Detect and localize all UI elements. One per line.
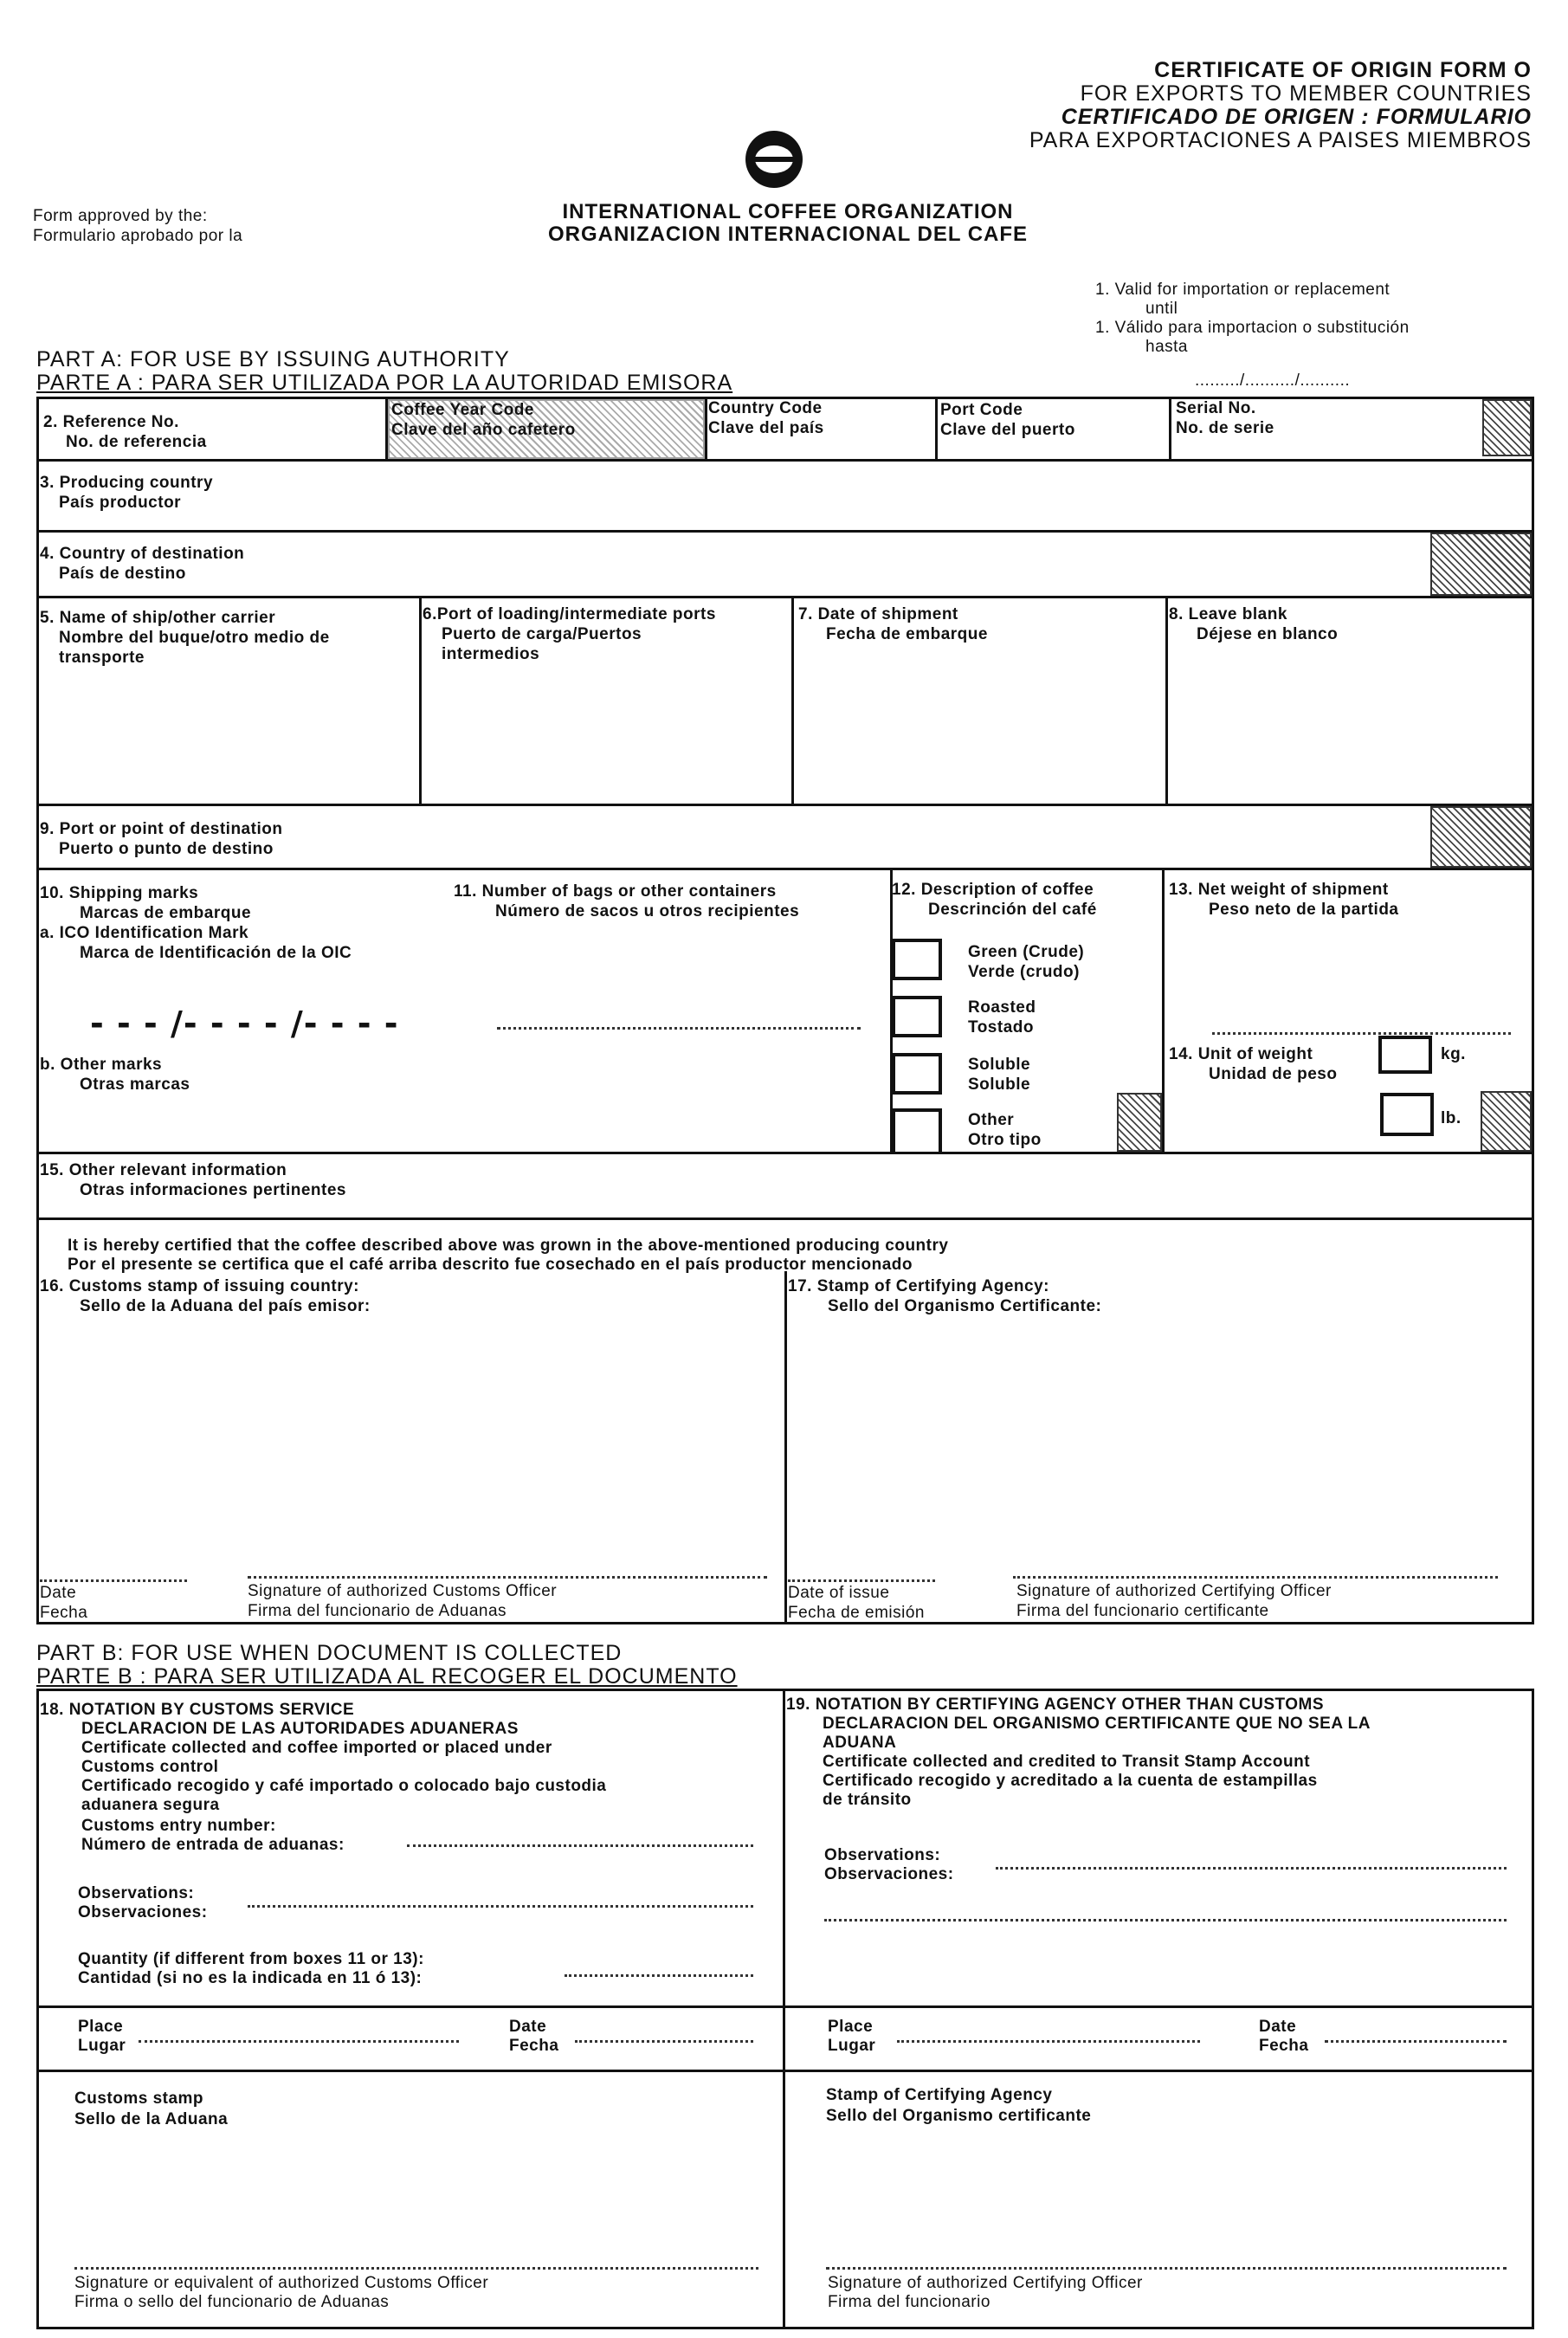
f3-label: País productor [59, 494, 182, 512]
date-17-label [788, 1583, 925, 1623]
f18-label: Certificado recogido y café importado o colocado bajo custodia [81, 1777, 607, 1795]
f4-label: País de destino [59, 565, 186, 583]
roasted-label: Roasted [968, 998, 1036, 1017]
net-weight-input-line[interactable] [1212, 1032, 1511, 1035]
coffee-year-label: Clave del año cafetero [391, 421, 576, 439]
serial-label: No. de serie [1176, 419, 1274, 437]
f18-label: Certificate collected and coffee imported or placed under [81, 1739, 552, 1757]
customs-stamp-label: Sello de la Aduana [74, 2110, 229, 2128]
date-18-label [509, 2018, 558, 2056]
f19-label: Certificate collected and credited to Transit Stamp Account [823, 1753, 1311, 1771]
customs-stamp-area[interactable] [74, 2089, 228, 2130]
sig-19-line[interactable] [826, 2267, 1507, 2270]
date-label: Fecha [509, 2037, 559, 2055]
other-label: Other [968, 1111, 1015, 1129]
agency-stamp-label: Sello del Organismo certificante [826, 2107, 1092, 2125]
obs18-label: Observations: [78, 1884, 195, 1902]
f4-label: 4. Country of destination [40, 545, 245, 563]
approved-by [33, 206, 242, 246]
form-title-line: PARA EXPORTACIONES A PAISES MIEMBROS [1029, 128, 1532, 152]
field-10-shipping-marks [40, 883, 251, 923]
date-16-label [40, 1583, 87, 1623]
f19-label: ADUANA [823, 1734, 897, 1752]
organization-line: INTERNATIONAL COFFEE ORGANIZATION [562, 200, 1014, 223]
sig16-label: Signature of authorized Customs Officer [248, 1582, 558, 1600]
checkbox-kg[interactable] [1378, 1036, 1432, 1074]
f17-label: Sello del Organismo Certificante: [828, 1297, 1102, 1315]
f19-label: DECLARACION DEL ORGANISMO CERTIFICANTE QUE NO SEA LA [823, 1715, 1371, 1733]
other-label: Otro tipo [968, 1131, 1042, 1149]
f15-label: Otras informaciones pertinentes [80, 1181, 346, 1199]
place-19-label [828, 2018, 875, 2056]
destination-shaded-box [1430, 533, 1532, 596]
sig-16-label [248, 1581, 557, 1621]
form-title-line: FOR EXPORTS TO MEMBER COUNTRIES [1080, 81, 1532, 106]
checkbox-other[interactable] [892, 1108, 942, 1152]
f14-label: Unidad de peso [1209, 1065, 1338, 1083]
f19-label: 19. NOTATION BY CERTIFYING AGENCY OTHER THAN CUSTOMS [786, 1695, 1325, 1714]
field-6-port-loading[interactable] [423, 604, 790, 664]
observations-19-input-2[interactable] [824, 1919, 1507, 1921]
qty-label: Quantity (if different from boxes 11 or 13): [78, 1950, 424, 1968]
f10b-label: b. Other marks [40, 1056, 163, 1074]
f12-label: 12. Description of coffee [892, 881, 1094, 899]
field-18-customs-notation [40, 1701, 776, 1815]
sig17-label: Firma del funcionario certificante [1016, 1602, 1269, 1620]
sig-19-label [828, 2274, 1143, 2312]
field-port-code[interactable] [940, 400, 1075, 440]
sig17-label: Signature of authorized Certifying Officer [1016, 1582, 1332, 1600]
f18-label: 18. NOTATION BY CUSTOMS SERVICE [40, 1701, 355, 1719]
sig19-label: Signature of authorized Certifying Officer [828, 2274, 1143, 2292]
customs-stamp-label: Customs stamp [74, 2089, 204, 2108]
coffee-year-label: Coffee Year Code [391, 401, 534, 419]
place-label: Lugar [828, 2037, 876, 2055]
green-label: Green (Crude) [968, 943, 1085, 961]
field-15-other-info[interactable] [40, 1160, 346, 1200]
f10a-label: a. ICO Identification Mark [40, 924, 249, 942]
field-17-agency-stamp[interactable] [788, 1276, 1101, 1316]
checkbox-soluble[interactable] [892, 1053, 942, 1095]
agency-stamp-area[interactable] [826, 2085, 1091, 2127]
date16-label: Fecha [40, 1604, 88, 1622]
roasted-label: Tostado [968, 1018, 1034, 1037]
f7-label: Fecha de embarque [826, 625, 988, 643]
date-19-label [1259, 2018, 1308, 2056]
checkbox-green[interactable] [892, 939, 942, 980]
form-title-line: CERTIFICADO DE ORIGEN : FORMULARIO [1061, 105, 1532, 129]
validity-line: until [1145, 300, 1178, 318]
f5-label: Nombre del buque/otro medio de [59, 629, 330, 647]
place-label: Place [828, 2018, 874, 2036]
field-country-code[interactable] [708, 398, 824, 438]
part-a-title-line: PART A: FOR USE BY ISSUING AUTHORITY [36, 347, 510, 371]
f9-label: 9. Port or point of destination [40, 820, 283, 838]
date17-label: Fecha de emisión [788, 1604, 925, 1622]
field-10b-other-marks[interactable] [40, 1055, 190, 1095]
date-17-line[interactable] [788, 1579, 935, 1582]
f6-label: Puerto de carga/Puertos [442, 625, 642, 643]
part-b-title-line: PART B: FOR USE WHEN DOCUMENT IS COLLECTED [36, 1641, 623, 1665]
field-16-customs-stamp[interactable] [40, 1276, 371, 1316]
sig18-label: Firma o sello del funcionario de Aduanas [74, 2293, 390, 2311]
sig19-label: Firma del funcionario [828, 2293, 990, 2311]
observations-18-label [78, 1884, 208, 1922]
f2-label: No. de referencia [66, 433, 207, 451]
f17-label: 17. Stamp of Certifying Agency: [788, 1277, 1049, 1295]
obs18-label: Observaciones: [78, 1903, 208, 1921]
field-1-validity [1095, 281, 1563, 357]
f18-label: aduanera segura [81, 1796, 220, 1814]
field-10a-ico-mark[interactable] [40, 923, 352, 963]
serial-label: Serial No. [1176, 399, 1256, 417]
place-18-input[interactable] [139, 2040, 459, 2043]
date-19-input[interactable] [1325, 2040, 1507, 2043]
quantity-input[interactable] [565, 1974, 753, 1977]
field-9-port-destination[interactable] [40, 819, 282, 859]
green-label: Verde (crudo) [968, 963, 1080, 981]
port-destination-shaded-box [1430, 806, 1532, 868]
form-title [839, 59, 1532, 152]
validity-line: 1. Valid for importation or replacement [1095, 281, 1391, 299]
coffee-year-code [391, 400, 576, 440]
f14-label: 14. Unit of weight [1169, 1045, 1313, 1063]
sig18-label: Signature or equivalent of authorized Customs Officer [74, 2274, 489, 2292]
f10-label: 10. Shipping marks [40, 884, 199, 902]
label-roasted [968, 998, 1036, 1037]
date-label: Date [509, 2018, 547, 2036]
sig-17-label [1016, 1581, 1332, 1621]
f12-label: Descrinción del café [928, 901, 1097, 919]
f18-label: DECLARACION DE LAS AUTORIDADES ADUANERAS [81, 1720, 519, 1738]
field-4-destination[interactable] [40, 544, 244, 584]
entry-label: Customs entry number: [81, 1817, 276, 1835]
part-a-title [36, 348, 732, 395]
organization-line: ORGANIZACION INTERNACIONAL DEL CAFE [547, 223, 1029, 246]
f16-label: 16. Customs stamp of issuing country: [40, 1277, 359, 1295]
f13-label: Peso neto de la partida [1209, 901, 1399, 919]
lb-shaded-box [1481, 1091, 1532, 1152]
label-other [968, 1110, 1042, 1150]
label-lb: lb. [1441, 1109, 1462, 1127]
part-a-title-line: PARTE A : PARA SER UTILIZADA POR LA AUTORIDAD EMISORA [36, 371, 733, 395]
certify-line: It is hereby certified that the coffee described above was grown in the above-mentioned producing country [68, 1237, 949, 1255]
f13-label: 13. Net weight of shipment [1169, 881, 1389, 899]
f19-label: de tránsito [823, 1791, 912, 1809]
port-code-label: Clave del puerto [940, 421, 1075, 439]
place-label: Lugar [78, 2037, 126, 2055]
soluble-label: Soluble [968, 1056, 1031, 1074]
part-b-title [36, 1642, 738, 1689]
f5-label: 5. Name of ship/other carrier [40, 609, 276, 627]
f16-label: Sello de la Aduana del país emisor: [80, 1297, 371, 1315]
field-serial-no[interactable] [1176, 398, 1274, 438]
agency-stamp-label: Stamp of Certifying Agency [826, 2086, 1053, 2104]
sig-18-label [74, 2274, 488, 2312]
f9-label: Puerto o punto de destino [59, 840, 274, 858]
field-12-description [892, 880, 1097, 920]
label-kg: kg. [1441, 1045, 1466, 1063]
f6-label: 6.Port of loading/intermediate ports [423, 605, 716, 623]
certify-line: Por el presente se certifica que el café arriba descrito fue cosechado en el país productor mencionado [68, 1256, 913, 1274]
place-19-input[interactable] [897, 2040, 1200, 2043]
f10a-label: Marca de Identificación de la OIC [80, 944, 352, 962]
f2-label: 2. Reference No. [43, 413, 179, 431]
approved-by-line: Formulario aprobado por la [33, 227, 243, 245]
validity-date-field[interactable]: ........./........../.......... [1195, 371, 1351, 390]
label-soluble [968, 1055, 1030, 1095]
observations-19-label [824, 1846, 954, 1884]
place-18-label [78, 2018, 126, 2056]
f15-label: 15. Other relevant information [40, 1161, 287, 1179]
date17-label: Date of issue [788, 1584, 890, 1602]
obs19-label: Observations: [824, 1846, 941, 1864]
f6-label: intermedios [442, 645, 540, 663]
f18-label: Customs control [81, 1758, 219, 1776]
field-7-date-shipment[interactable] [798, 604, 988, 644]
qty-label: Cantidad (si no es la indicada en 11 ó 13): [78, 1969, 423, 1987]
validity-line: 1. Válido para importacion o substitución [1095, 319, 1410, 337]
f8-label: 8. Leave blank [1169, 605, 1287, 623]
quantity-label [78, 1950, 424, 1988]
f11-label: Número de sacos u otros recipientes [495, 902, 800, 920]
field-8-leave-blank [1169, 604, 1338, 644]
field-11-number-bags [454, 882, 799, 921]
f5-label: transporte [59, 649, 145, 667]
part-b-title-line: PARTE B : PARA SER UTILIZADA AL RECOGER EL DOCUMENTO [36, 1664, 738, 1689]
certification-statement [68, 1237, 1487, 1275]
f7-label: 7. Date of shipment [798, 605, 958, 623]
date16-label: Date [40, 1584, 77, 1602]
f10b-label: Otras marcas [80, 1075, 190, 1094]
ico-logo [743, 128, 805, 191]
f8-label: Déjese en blanco [1197, 625, 1339, 643]
date-label: Fecha [1259, 2037, 1309, 2055]
place-label: Place [78, 2018, 124, 2036]
validity-line: hasta [1145, 338, 1188, 356]
ico-mark-blanks[interactable]: - - - /- - - - /- - - - [90, 1004, 399, 1043]
form-title-line: CERTIFICATE OF ORIGIN FORM O [1154, 58, 1532, 82]
serial-shaded-box [1482, 399, 1532, 456]
port-code-label: Port Code [940, 401, 1023, 419]
observations-19-input[interactable] [996, 1867, 1507, 1870]
approved-by-line: Form approved by the: [33, 207, 208, 225]
field-2-reference[interactable] [43, 412, 207, 452]
observations-18-input[interactable] [248, 1905, 753, 1908]
country-code-label: Clave del país [708, 419, 824, 437]
sig-17-line[interactable] [1013, 1576, 1498, 1579]
customs-entry-input[interactable] [407, 1844, 753, 1847]
f11-label: 11. Number of bags or other containers [454, 882, 777, 901]
date-18-input[interactable] [575, 2040, 753, 2043]
bags-input-line[interactable] [497, 1027, 861, 1030]
field-19-agency-notation [786, 1695, 1531, 1810]
soluble-label: Soluble [968, 1075, 1031, 1094]
sig-18-line[interactable] [74, 2267, 758, 2270]
organization-name [485, 201, 1091, 246]
customs-entry-label [81, 1817, 345, 1855]
field-5-carrier[interactable] [40, 608, 412, 668]
sig-16-line[interactable] [248, 1576, 767, 1579]
obs19-label: Observaciones: [824, 1865, 954, 1883]
f10-label: Marcas de embarque [80, 904, 252, 922]
date-16-line[interactable] [40, 1579, 187, 1582]
sig16-label: Firma del funcionario de Aduanas [248, 1602, 507, 1620]
label-green [968, 942, 1084, 982]
field-13-net-weight [1169, 880, 1399, 920]
field-3-producing-country[interactable] [40, 473, 213, 513]
entry-label: Número de entrada de aduanas: [81, 1836, 345, 1854]
field-14-unit-weight [1169, 1044, 1337, 1084]
date-label: Date [1259, 2018, 1297, 2036]
checkbox-lb[interactable] [1380, 1093, 1434, 1136]
other-shaded-box [1117, 1093, 1162, 1152]
country-code-label: Country Code [708, 399, 823, 417]
f19-label: Certificado recogido y acreditado a la cuenta de estampillas [823, 1772, 1318, 1790]
checkbox-roasted[interactable] [892, 996, 942, 1037]
f3-label: 3. Producing country [40, 474, 214, 492]
